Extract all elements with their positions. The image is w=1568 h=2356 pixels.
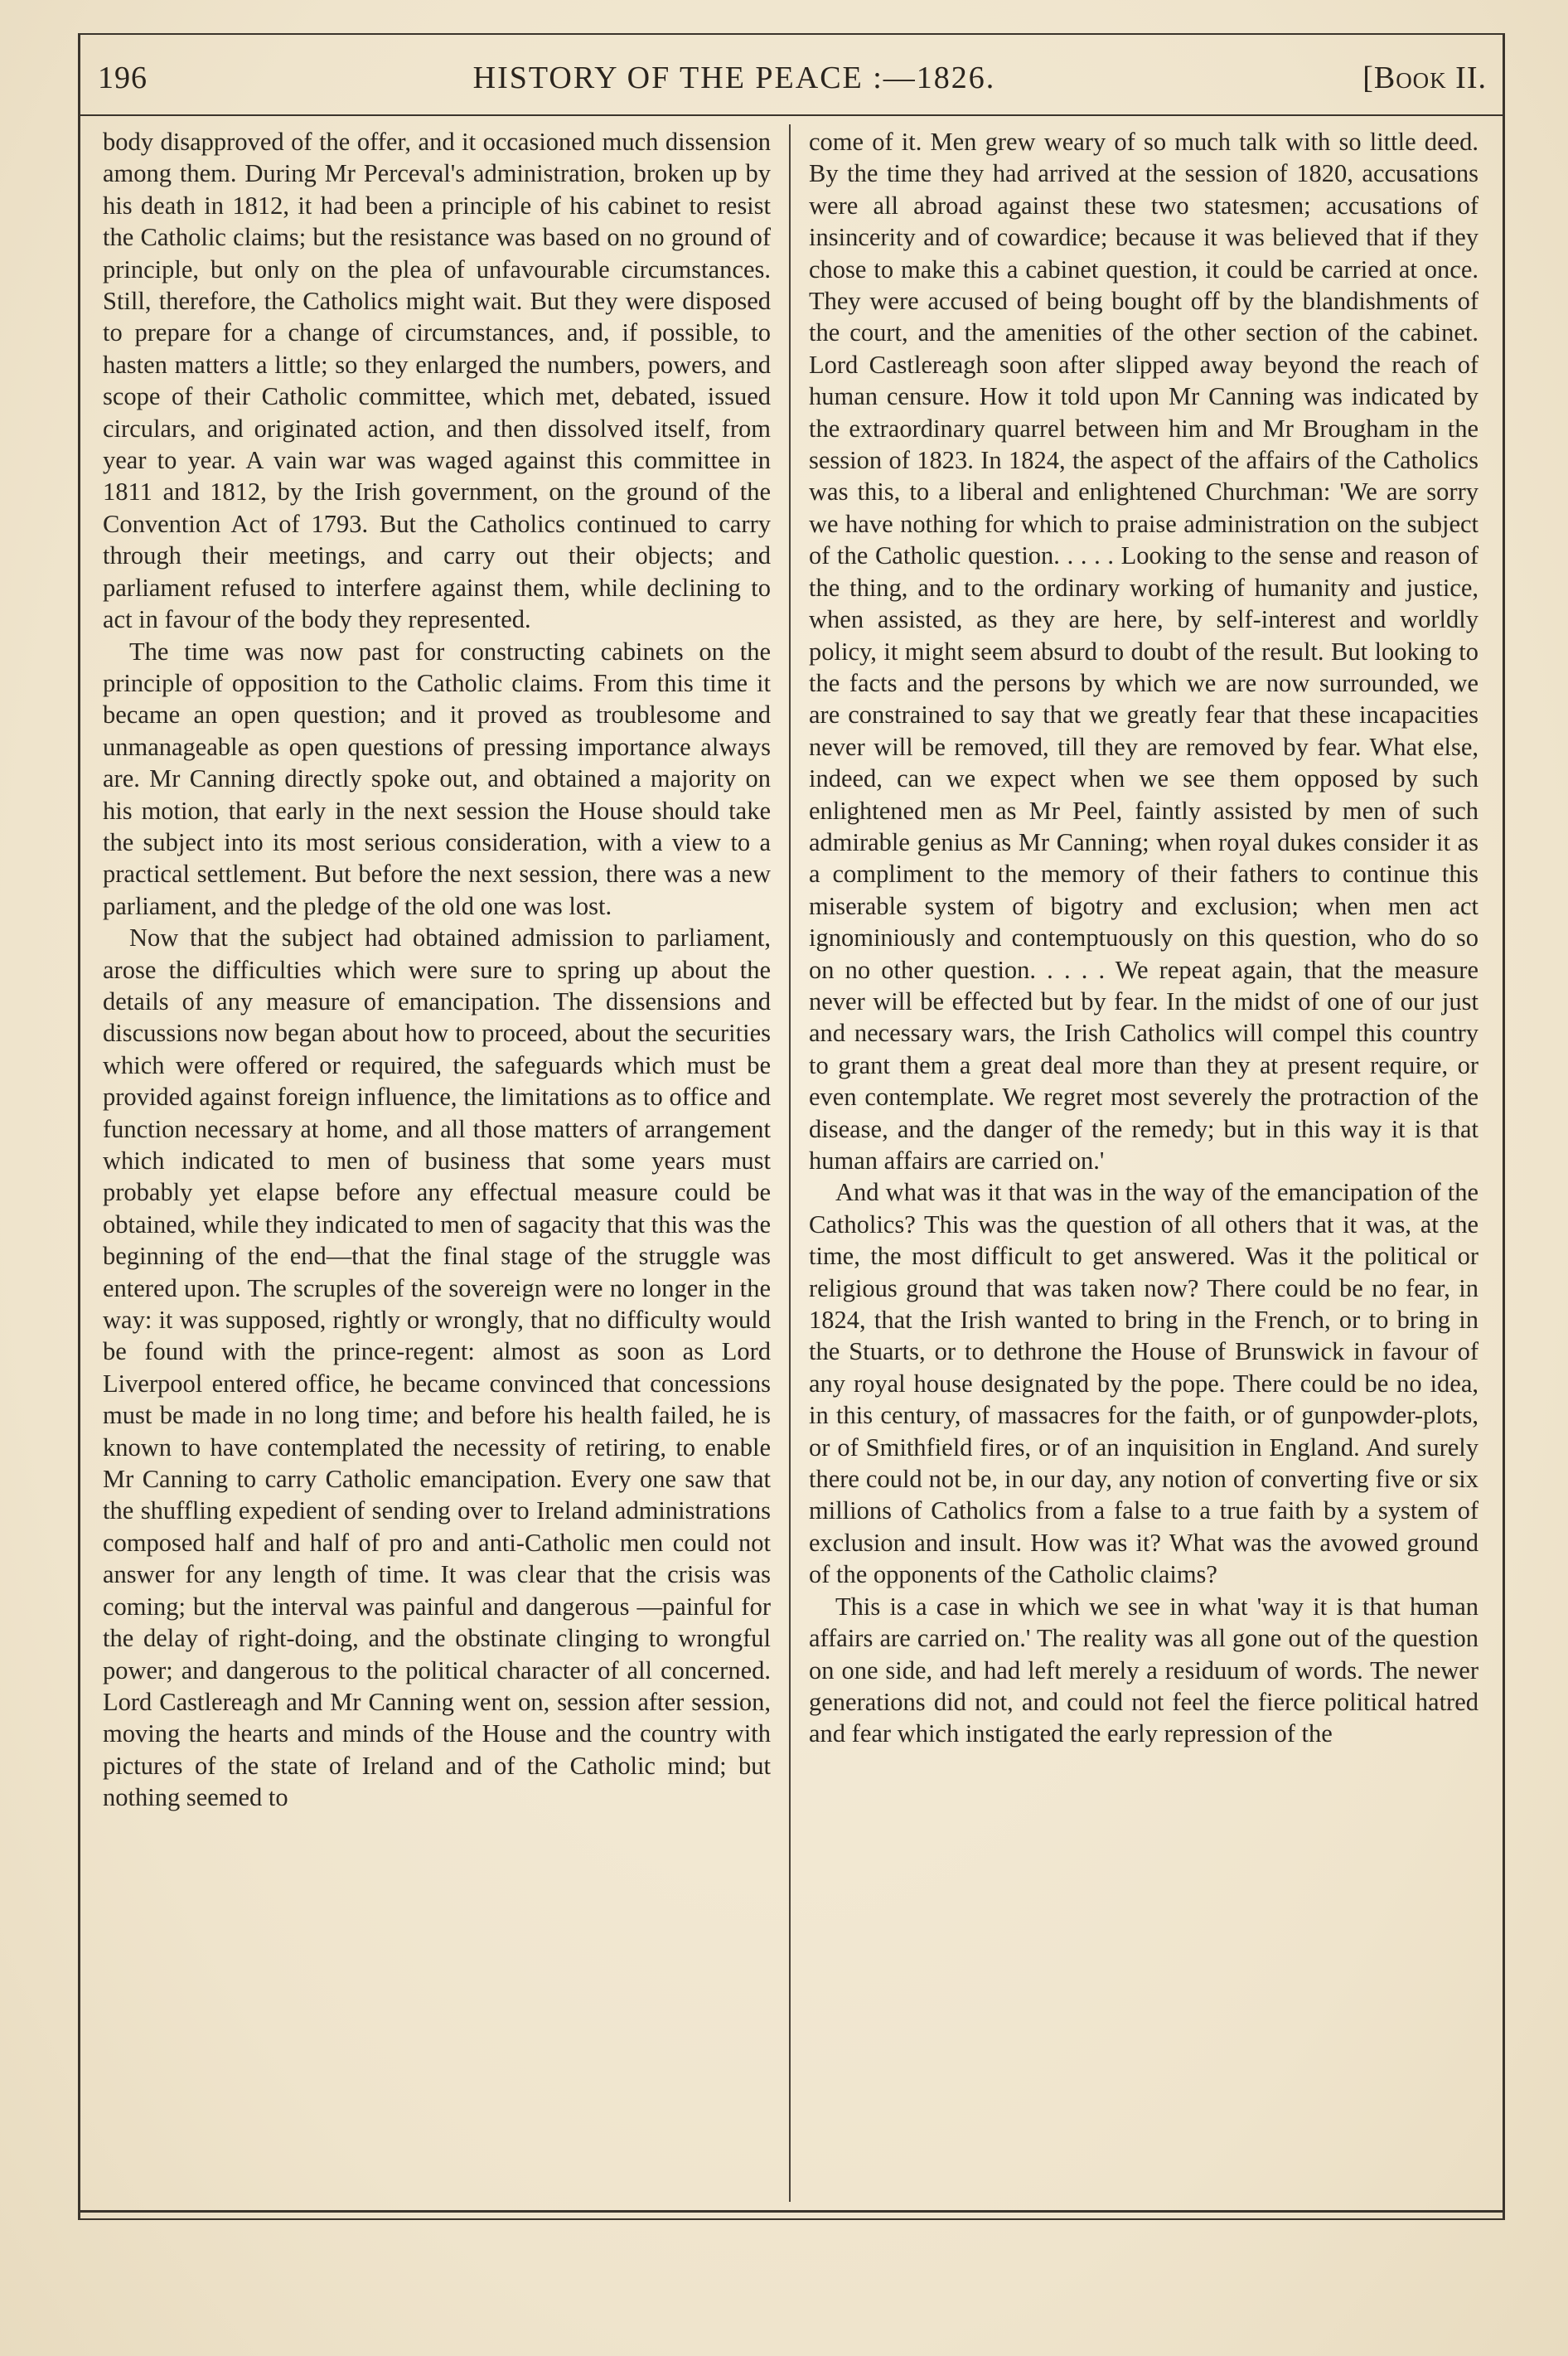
paragraph: come of it. Men grew weary of so much talk with so little deed. By the time they had arrived at the session of 1820, accusations were all abroad against these two statesmen; accusations of insincerity and of cowardice; because it was believed that if they chose to make this a cabinet question, it could be carried at once. They were accused of being bought off by the blandishments of the court, and the amenities of the other section of the cabinet. Lord Castlereagh soon after slipped away beyond the reach of human censure. How it told upon Mr Canning was indicated by the extraordinary quarrel between him and Mr Brougham in the session of 1823. In 1824, the aspect of the affairs of the Catholics was this, to a liberal and enlightened Churchman: 'We are sorry we have nothing for which to praise administration on the subject of the Catholic question. . . . . Looking to the sense and reason of the thing, and to the ordinary working of humanity and justice, when assisted, as they are here, by self-interest and worldly policy, it might seem absurd to doubt of the result. But looking to the facts and the persons by which we are now surrounded, we are constrained to say that we greatly fear that these incapacities never will be removed, till they are removed by fear. What else, indeed, can we expect when we see them opposed by such enlightened men as Mr Peel, faintly assisted by men of such admirable genius as Mr Canning; when royal dukes consider it as a compliment to the memory of their fathers to continue this miserable system of bigotry and exclusion; when men act ignominiously and contemptuously on this question, who do so on no other question. . . . . We repeat again, that the measure never will be effected but by fear. In the midst of one of our just and necessary wars, the Irish Catholics will compel this country to grant them a great deal more than they at present require, or even contemplate. We regret most severely the protraction of the disease, and the danger of the remedy; but in this way it is that human affairs are carried on.' — [809, 128, 1478, 1175]
bottom-rule — [78, 2210, 1505, 2213]
column-divider — [789, 124, 791, 2202]
bottom-rule-outer — [78, 2218, 1505, 2220]
left-column — [103, 126, 771, 1814]
paragraph: And what was it that was in the way of the emancipation of the Catholics? This was the question of all others that it was, at the time, the most difficult to get answered. Was it the political or religious ground that was taken now? There could be no fear, in 1824, that the Irish wanted to bring in the French, or to bring in the Stuarts, or to dethrone the House of Brunswick in favour of any royal house designated by the pope. There could be no idea, in this century, of massacres for the faith, or of gunpowder-plots, or of Smithfield fires, or of an inquisition in England. And surely there could not be, in our day, any notion of converting five or six millions of Catholics from a false to a true faith by a system of exclusion and insult. How was it? What was the avowed ground of the opponents of the Catholic claims? — [809, 1178, 1478, 1589]
paragraph: The time was now past for constructing cabinets on the principle of opposition to the Catholic claims. From this time it became an open question; and it proved as troublesome and unmanageable as open questions of pressing importance always are. Mr Canning directly spoke out, and obtained a majority on his motion, that early in the next session the House should take the subject into its most serious consideration, with a view to a practical settlement. But before the next session, there was a new parliament, and the pledge of the old one was lost. — [103, 637, 771, 920]
paragraph: Now that the subject had obtained admission to parliament, arose the difficulties which were sure to spring up about the details of any measure of emancipation. The dissensions and discussions now began about how to proceed, about the securities which were offered or required, the safeguards which must be provided against foreign influence, the limitations as to office and function necessary at home, and all those matters of arrangement which indicated to men of business that some years must probably yet elapse before any effectual measure could be obtained, while they indicated to men of sagacity that this was the beginning of the end—that the final stage of the struggle was entered upon. The scruples of the sovereign were no longer in the way: it was supposed, rightly or wrongly, that no difficulty would be found with the prince-regent: almost as soon as Lord Liverpool entered office, he became convinced that concessions must be made in no long time; and before his health failed, he is known to have contemplated the necessity of retiring, to enable Mr Canning to carry Catholic emancipation. Every one saw that the shuffling expedient of sending over to Ireland administrations composed half and half of pro and anti-Catholic men could not answer for any length of time. It was clear that the crisis was coming; but the interval was painful and dangerous —painful for the delay of right-doing, and the obstinate clinging to wrongful power; and dangerous to the political character of all concerned. Lord Castlereagh and Mr Canning went on, session after session, moving the hearts and minds of the House and the country with pictures of the state of Ireland and of the Catholic mind; but nothing seemed to — [103, 923, 771, 1812]
right-column — [809, 126, 1478, 1750]
page-number: 196 — [98, 61, 148, 95]
paragraph: body disapproved of the offer, and it occasioned much dissension among them. During Mr Perceval's administration, broken up by his death in 1812, it had been a principle of his cabinet to resist the Catholic claims; but the resistance was based on no ground of principle, but only on the plea of unfavourable circumstances. Still, therefore, the Catholics might wait. But they were disposed to prepare for a change of circumstances, and, if possible, to hasten matters a little; so they enlarged the numbers, powers, and scope of their Catholic committee, which met, debated, issued circulars, and originated action, and then dissolved itself, from year to year. A vain war was waged against this committee in 1811 and 1812, by the Irish government, on the ground of the Convention Act of 1793. But the Catholics continued to carry through their meetings, and carry out their objects; and parliament refused to interfere against them, while declining to act in favour of the body they represented. — [103, 128, 771, 634]
book-label: [Book II. — [1362, 61, 1487, 95]
header-rule — [78, 114, 1505, 116]
paragraph: This is a case in which we see in what 'way it is that human affairs are carried on.' The reality was all gone out of the question on one side, and had left merely a residuum of words. The newer generations did not, and could not feel the fierce political hatred and fear which instigated the early repression of the — [809, 1592, 1478, 1748]
running-head — [98, 60, 1487, 109]
running-title: HISTORY OF THE PEACE :—1826. — [472, 61, 996, 95]
